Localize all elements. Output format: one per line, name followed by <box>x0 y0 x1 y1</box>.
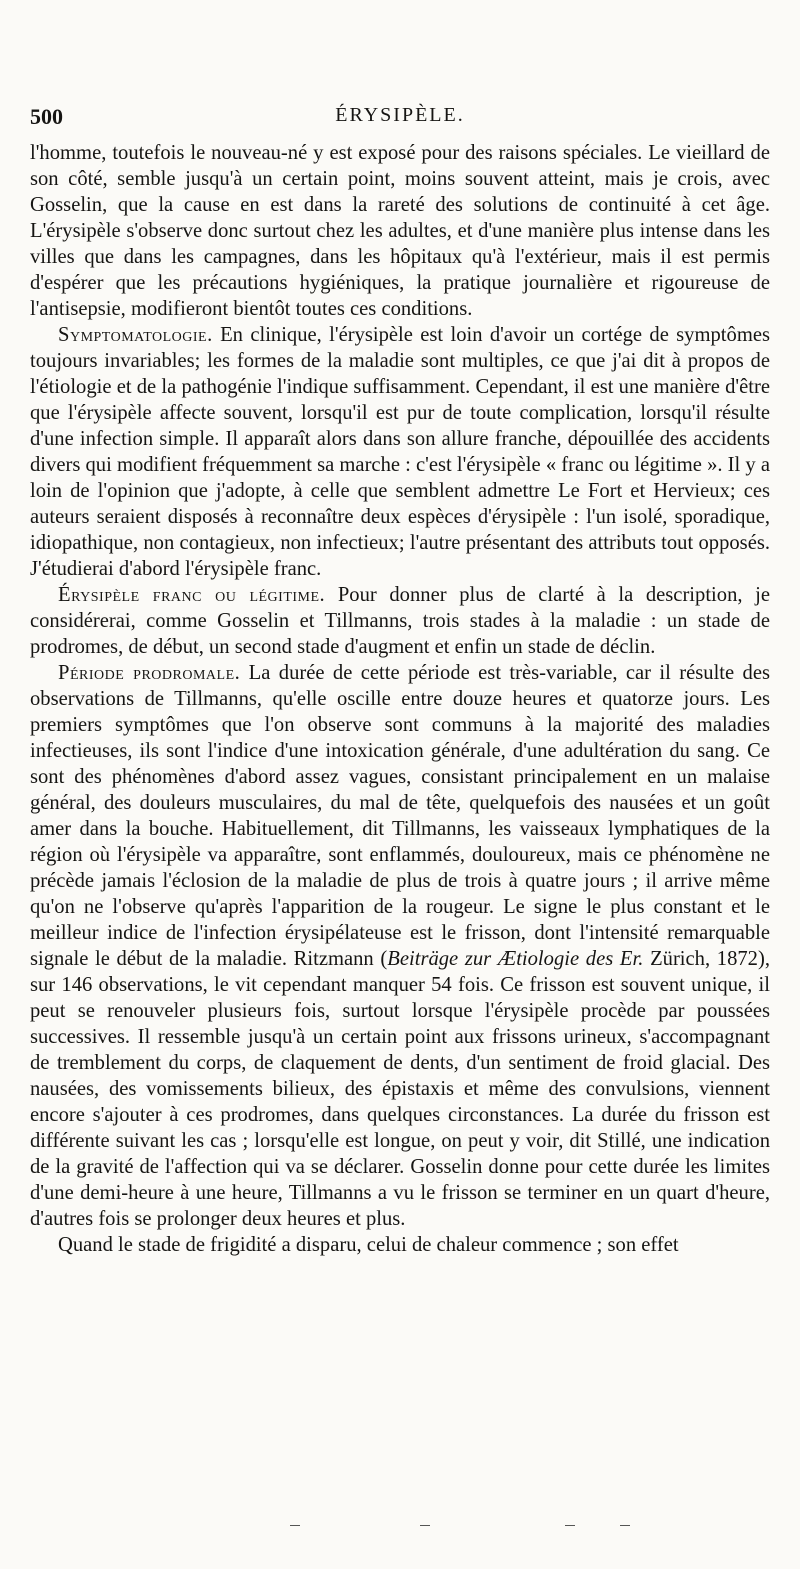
footer-marks <box>0 1525 800 1529</box>
footer-dash <box>620 1525 630 1526</box>
footer-dash <box>565 1525 575 1526</box>
section-heading-symptomatologie: Symptomatologie. <box>58 324 213 346</box>
section-heading-erysipele-franc: Érysipèle franc ou légitime. <box>58 584 326 606</box>
paragraph-periode-prodromale <box>30 660 770 1232</box>
paragraph-symptomatologie <box>30 322 770 582</box>
footer-dash <box>420 1525 430 1526</box>
paragraph-continuation: l'homme, toutefois le nouveau-né y est exposé pour des raisons spéciales. Le vieillard de son côté, semble jusqu'à un certain point, moins souvent atteint, mais je crois, avec Gosselin, que la cause en est dans la rareté des solutions de continuité à cet âge. L'érysipèle s'observe donc surtout chez les adultes, et d'une manière plus intense dans les villes que dans les campagnes, dans les hôpitaux qu'à l'extérieur, mais il est permis d'espérer que les précautions hygiéniques, la pratique journalière et rigoureuse de l'antisepsie, modifieront bientôt toutes ces conditions. <box>30 142 770 320</box>
paragraph-text: Zürich, 1872), sur 146 observations, le vit cependant manquer 54 fois. Ce frisson est souvent unique, il peut se renouveler plusieurs fois, surtout lorsque l'érysipèle procède par poussées successives. Il ressemble jusqu'à un certain point aux frissons urineux, s'accompagnant de tremblement du corps, de claquement de dents, d'un sentiment de froid glacial. Des nausées, des vomissements bilieux, des épistaxis et même des convulsions, viennent encore s'ajouter à ces prodromes, dans quelques circonstances. La durée du frisson est différente suivant les cas ; lorsqu'elle est longue, on peut y voir, dit Stillé, une indication de la gravité de l'affection qui va se déclarer. Gosselin donne pour cette durée les limites d'une demi-heure à une heure, Tillmanns a vu le frisson se terminer en un quart d'heure, d'autres fois se prolonger deux heures et plus. <box>30 948 770 1230</box>
running-title: ÉRYSIPÈLE. <box>335 104 465 126</box>
footer-dash <box>290 1525 300 1526</box>
page-number: 500 <box>30 104 63 129</box>
paragraph-text: La durée de cette période est très-variable, car il résulte des observations de Tillmanns, qu'elle oscille entre douze heures et quatorze jours. Les premiers symptômes que l'on observe sont communs à la majorité des maladies infectieuses, ils sont l'indice d'une intoxication générale, d'une adultération du sang. Ce sont des phénomènes d'abord assez vagues, consistant principalement en un malaise général, des douleurs musculaires, du mal de tête, quelquefois des nausées et un goût amer dans la bouche. Habituellement, dit Tillmanns, les vaisseaux lymphatiques de la région où l'érysipèle va apparaître, sont enflammés, douloureux, mais ce phénomène ne précède jamais l'éclosion de la maladie de plus de trois à quatre jours ; il arrive même qu'on ne l'observe qu'après l'apparition de la rougeur. Le signe le plus constant et le meilleur indice de l'infection érysipélateuse est le frisson, dont l'intensité remarquable signale le début de la maladie. Ritzmann ( <box>30 662 771 970</box>
body-text <box>30 140 770 1258</box>
page-header <box>30 104 770 134</box>
section-heading-periode-prodromale: Période prodromale. <box>58 662 241 684</box>
citation-title: Beiträge zur Ætiologie des Er. <box>387 948 644 970</box>
paragraph-text: En clinique, l'érysipèle est loin d'avoir un cortége de symptômes toujours invariables; les formes de la maladie sont multiples, ce que j'ai dit à propos de l'étiologie et de la pathogénie l'indique suffisamment. Cependant, il est une manière d'être que l'érysipèle affecte souvent, lorsqu'il est pur de toute complication, lorsqu'il résulte d'une infection simple. Il apparaît alors dans son allure franche, dépouillée des accidents divers qui modifient fréquemment sa marche : c'est l'érysipèle « franc ou légitime ». Il y a loin de l'opinion que j'adopte, à celle que semblent admettre Le Fort et Hervieux; ces auteurs seraient disposés à reconnaître deux espèces d'érysipèle : l'un isolé, sporadique, idiopathique, non contagieux, non infectieux; l'autre présentant des attributs tout opposés. J'étudierai d'abord l'érysipèle franc. <box>30 324 770 580</box>
paragraph-text: Pour donner plus de clarté à la description, je considérerai, comme Gosselin et Tillmanns, trois stades à la maladie : un stade de prodromes, de début, un second stade d'augment et enfin un stade de déclin. <box>30 584 771 658</box>
paragraph-stade-chaleur: Quand le stade de frigidité a disparu, celui de chaleur commence ; son effet <box>58 1234 679 1256</box>
paragraph-erysipele-franc <box>30 582 770 660</box>
